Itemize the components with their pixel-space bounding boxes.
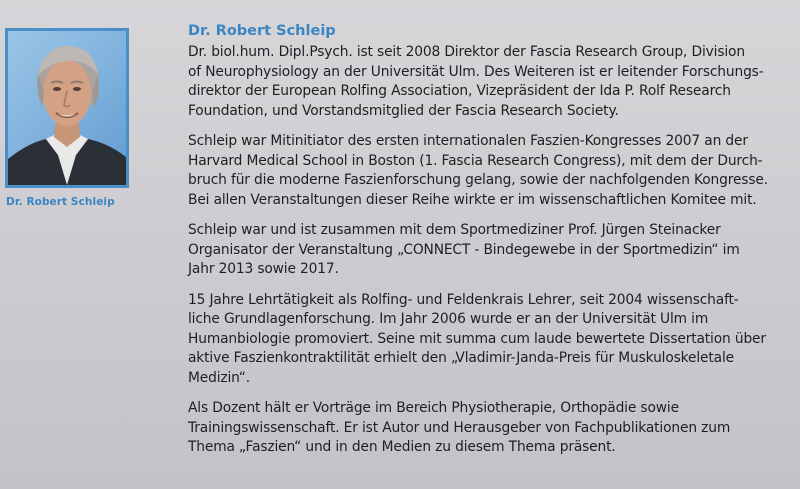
- text-line: Schleip war und ist zusammen mit dem Sportmediziner Prof. Jürgen Steinacker: [188, 222, 721, 238]
- text-line: Schleip war Mitinitiator des ersten internationalen Faszien-Kongresses 2007 an der: [188, 133, 748, 149]
- text-line: Jahr 2013 sowie 2017.: [188, 261, 339, 277]
- paragraph-4: [188, 291, 796, 389]
- paragraph-1: [188, 43, 796, 121]
- text-line: Dr. biol.hum. Dipl.Psych. ist seit 2008 Direktor der Fascia Research Group, Division: [188, 44, 745, 60]
- text-line: direktor der European Rolfing Association, Vizepräsident der Ida P. Rolf Research: [188, 83, 731, 99]
- text-line: 15 Jahre Lehrtätigkeit als Rolfing- und Feldenkrais Lehrer, seit 2004 wissenschaft-: [188, 291, 739, 308]
- paragraph-5: [188, 399, 796, 458]
- portrait-photo: [8, 31, 126, 185]
- text-line: bruch für die moderne Faszienforschung gelang, sowie der nachfolgenden Kongresse.: [188, 172, 768, 188]
- photo-caption: Dr. Robert Schleip: [6, 196, 115, 208]
- text-line: Als Dozent hält er Vorträge im Bereich Physiotherapie, Orthopädie sowie: [188, 400, 679, 416]
- text-line: Humanbiologie promoviert. Seine mit summa cum laude bewertete Dissertation über: [188, 330, 766, 347]
- text-line: of Neurophysiology an der Universität Ulm. Des Weiteren ist er leitender Forschungs-: [188, 63, 764, 80]
- paragraph-2: [188, 132, 796, 210]
- text-line: Medizin“.: [188, 369, 250, 386]
- portrait-photo-frame: [5, 28, 129, 188]
- text-line: Organisator der Veranstaltung „CONNECT - Bindegewebe in der Sportmedizin“ im: [188, 241, 740, 258]
- text-line: Thema „Faszien“ und in den Medien zu diesem Thema präsent.: [188, 439, 616, 455]
- text-line: Foundation, und Vorstandsmitglied der Fascia Research Society.: [188, 102, 619, 119]
- text-line: aktive Faszienkontraktilität erhielt den „Vladimir-Janda-Preis für Muskuloskeletale: [188, 350, 734, 366]
- biography-text: [188, 22, 796, 469]
- portrait-illustration: [8, 31, 126, 185]
- person-name-heading: Dr. Robert Schleip: [188, 23, 336, 39]
- text-line: Harvard Medical School in Boston (1. Fascia Research Congress), mit dem der Durch-: [188, 152, 763, 169]
- text-line: Bei allen Veranstaltungen dieser Reihe wirkte er im wissenschaftlichen Komitee mit.: [188, 191, 757, 208]
- paragraph-3: [188, 221, 796, 280]
- text-line: Trainingswissenschaft. Er ist Autor und Herausgeber von Fachpublikationen zum: [188, 419, 731, 436]
- text-line: liche Grundlagenforschung. Im Jahr 2006 wurde er an der Universität Ulm im: [188, 311, 709, 327]
